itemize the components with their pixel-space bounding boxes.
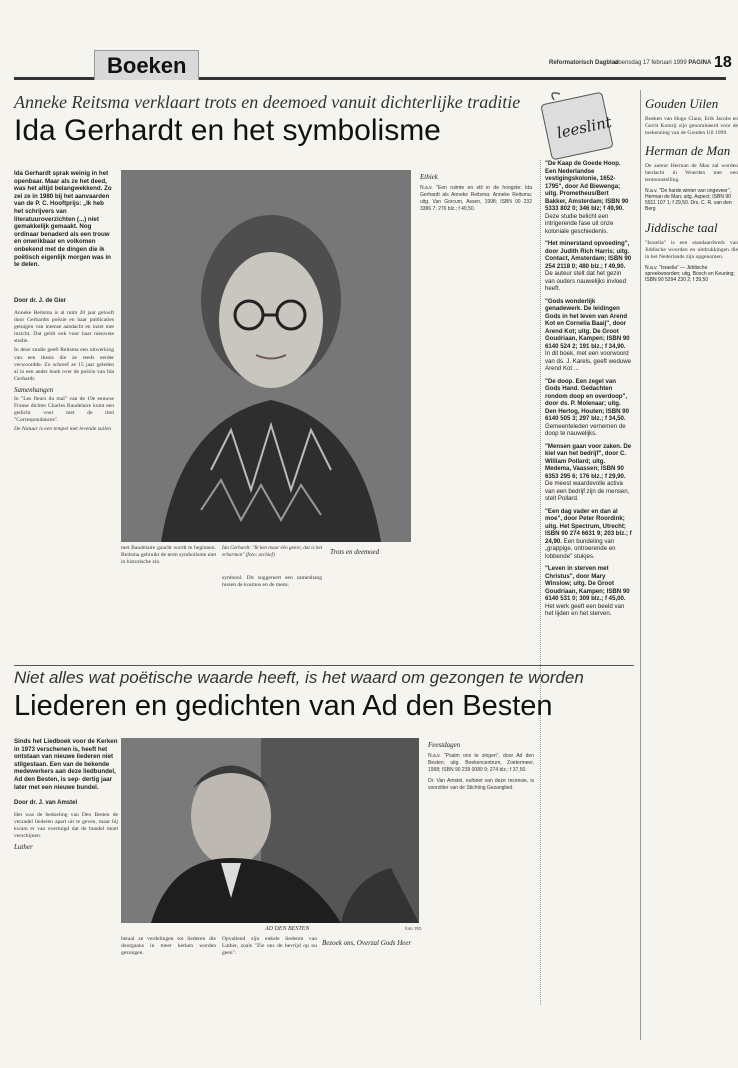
portrait-illustration: [121, 170, 411, 542]
article-divider: [14, 665, 634, 666]
leeslint-label: leeslint: [555, 112, 614, 143]
article2-byline: Door dr. J. van Amstel: [14, 800, 78, 806]
article2-column-5: [428, 738, 534, 1038]
article2-column-2: [121, 936, 216, 1036]
leeslint-item: "Het minerstand opvoeding", door Judith Rich Harris; uitg. Contact, Amsterdam; ISBN 90 254 2118 0; 480 blz.; f 49,90. De auteur stelt dat het gezin van ouders nauwelijks invloed heeft.: [545, 240, 632, 292]
photo-caption: Ida Gerhardt: "Ik ken maar één genre, dat is het erbarmen" (foto: archief): [222, 545, 323, 558]
photo-caption: AD DEN BESTEN: [265, 926, 310, 932]
article2-source: N.a.v. "Psalm ons te zingen", door Ad den Besten; uitg. Boekencentrum, Zoetermeer, 1998; ISBN 90 239 0080 9; 274 blz.; f 37,50.: [428, 753, 534, 774]
paragraph: betaal ze verdelingen tot liederen die doorgaans in meer kerken worden gezongen.: [121, 936, 216, 957]
leeslint-icon: [540, 90, 620, 160]
subheading: Samenhangen: [14, 385, 54, 394]
leeslint-item: "De Kaap de Goede Hoop. Een Nederlandse vestigingskolonie, 1652-1795", door Ad Biewenga; uitg. Prometheus/Bert Bakker, Amsterdam; ISBN 90 5333 802 0; 346 blz; f 49,90. Deze studie belicht een intrigerende fase uit onze koloniale geschiedenis.: [545, 160, 629, 235]
article1-column-3: [222, 575, 322, 660]
paragraph: symbool. Dit suggereert een samenhang tussen de kosmos en de mens.: [222, 575, 322, 589]
paragraph: Opvallend zijn enkele liederen van Luther, zoals "Zie ons de bevrijd op nu geen".: [222, 936, 317, 957]
article1-source: N.a.v. "Een ruimte en stil in de hoogste: Ida Gerhardt als Anneke Reitsma: Anneke Reitsma; uitg. Van Gorcum, Assen, 1998; ISBN 90 232 3386 7; 276 blz.; f 49,50.: [420, 185, 532, 213]
article2-kicker: Niet alles wat poëtische waarde heeft, is het waard om gezongen te worden: [14, 668, 584, 687]
article1-column-5: [420, 170, 532, 660]
subheading: Luther: [14, 843, 33, 852]
paragraph: In "Les fleurs du mal" van de 19e eeuwse Franse dichter Charles Baudelaire komt een gedicht voor met de titel "Correspondances".: [14, 396, 114, 424]
right-column: [640, 90, 738, 1040]
subheading: Trots en deemoed: [330, 548, 380, 556]
article1-column-1: [14, 310, 114, 660]
leeslint-sidebar: [540, 160, 632, 1005]
article1-byline: Door dr. J. de Gier: [14, 298, 67, 304]
leeslint-item: "Leven in sterven met Christus", door Mary Winslow; uitg. De Groot Goudriaan, Kampen; ISBN 90 6140 531 0; 309 blz.; f 45,00. Het werk geeft een beeld van het lijden en het sterven.: [545, 565, 630, 617]
leeslint-item: "Gods wonderlijk genadewerk. De leidingen Gods in het leven van Arend Kot en Cornelia Baaij", door Arend Kot; uitg. De Groot Goudriaan, Kampen; ISBN 90 6140 524 2; 191 blz.; f 34,90. In dit boek, met een voorwoord van ds. J. Karels, geeft weduwe Arend Kot ...: [545, 297, 632, 372]
subheading: Feestdagen: [428, 741, 461, 749]
article2-lead: Sinds het Liedboek voor de Kerken in 1973 verschenen is, heeft het ontstaan van nieuwe liederen niet stilgestaan. Een van de bekende medewerkers aan deze liedbundel, Ad den Besten, is sep- dertig jaar later met een nieuwe bundel.: [14, 738, 118, 791]
quote: De Natuur is een tempel met levende zuilen: [14, 426, 112, 433]
section-body: "Israelia" is een standaardwerk van Jiddische woorden en uitdrukkingen die in het Nederlands zijn opgenomen.: [645, 240, 738, 260]
date: woensdag 17 februari 1999: [614, 60, 687, 66]
paragraph: In deze studie geeft Reitsma een uitwerking van een thesis die ze reeds eerder verwoordde. Zo schreef ze 15 jaar geleden al in een ander boek over de poëzie van Ida Gerhardt.: [14, 347, 114, 382]
article2-column-1: [14, 812, 118, 1042]
ad-den-besten-photo: [121, 738, 419, 923]
article2-column-4: [322, 936, 422, 1036]
leeslint-list: [545, 160, 632, 618]
section-source: N.a.v. "De harde winter van ongeveer", Herman de Man; uitg. Aspect; ISBN 90 5911 107 1; f 29,50. Drs. C. R. van den Berg: [645, 188, 732, 212]
page-header: [14, 50, 732, 80]
paper-name: Reformatorisch Dagblad: [549, 60, 619, 66]
article1-headline: Ida Gerhardt en het symbolisme: [14, 114, 441, 147]
portrait-photo: [121, 170, 411, 542]
leeslint-item: "Mensen gaan voor zaken. De kiel van het bedrijf", door C. William Pollard; uitg. Medema, Vaassen; ISBN 90 6353 295 6; 176 blz.; f 29,90. De meest waardevolle activa van een bedrijf zijn de mensen, stelt Pollard.: [545, 442, 632, 502]
page-label: PAGINA: [688, 60, 712, 66]
paragraph: Het was de bedoeling van Den Besten de verzadel liederen apart uit te geven, maar hij kwam er van overtuigd dat de bundel moet verschijnen.: [14, 812, 118, 840]
paragraph: Anneke Reitsma is al ruim 20 jaar gelooft door Gerhardts poëzie en haar publicaties getuigen van intense aandacht en inzet met inzicht. Dat geldt ook voor haar nieuwste studie.: [14, 310, 114, 345]
photo-credit: foto: RD: [405, 926, 422, 931]
leeslint-badge: [540, 90, 620, 160]
section-heading: Gouden Uilen: [645, 96, 719, 111]
article1-column-2: [121, 545, 216, 660]
page-number: 18: [714, 54, 732, 71]
leeslint-item: "Een dag vader en dan al moe", door Peter Roordink; uitg. Het Spectrum, Utrecht; ISBN 90 274 6631 9; 203 blz.; f 24,90. Een bundeling van „grappige, ontroerende en lobbende" stukjes.: [545, 507, 632, 560]
article2-note: Dr. Van Amstel, euforiet van deze recensie, is voorzitter van de Stichting Gezanglied.: [428, 778, 534, 792]
section-heading: Herman de Man: [645, 143, 731, 158]
date-line: [614, 60, 711, 66]
article1-kicker: Anneke Reitsma verklaart trots en deemoed vanuit dichterlijke traditie: [14, 92, 521, 112]
portrait-illustration: [121, 738, 419, 923]
section-tab: [94, 50, 199, 80]
article1-column-4: [330, 545, 430, 660]
section-body: Boeken van Hugo Claus, Erik Jacobs en Gerrit Komrij zijn genomineerd voor de toekenning van de Gouden Uil 1999.: [645, 116, 738, 136]
section-body: De auteur Herman de Man zal worden herdacht in Woerden met een tentoonstelling.: [645, 163, 738, 183]
subheading: Ethiek: [420, 173, 438, 181]
paragraph: met Baudelaire gaacht wordt te beginnen. Reitsma gebruikt de term symbolisme niet in historische zin.: [121, 545, 216, 566]
section-heading: Jiddische taal: [645, 220, 718, 235]
leeslint-item: "De doop. Een zegel van Gods Hand. Gedachten rondom doop en overdoop", door ds. P. Molenaar; uitg. Den Hertog, Houten; ISBN 90 6140 505 3; 297 blz.; f 34,50. Gemeenteleden vernemen de doop te nauwelijks.: [545, 377, 629, 437]
subheading: Bezoek ons, Overzal Gods Heer: [322, 939, 412, 947]
article2-headline: Liederen en gedichten van Ad den Besten: [14, 690, 553, 722]
section-source: N.a.v. "Israelia" — Jiddische spreekwoorden; uitg. Bosch en Keuning; ISBN 90 5294 230 2; f 39,50: [645, 265, 735, 283]
section-title: Boeken: [107, 53, 187, 78]
article2-column-3: [222, 936, 317, 1036]
article1-lead: Ida Gerhardt sprak weinig in het openbaar. Maar als ze het deed, was het altijd belangwekkend. Zo zei ze in 1980 bij het aanvaarden van de P. C. Hooftprijs: „Ik heb het schrijvers van literatuuroverzichten (...) niet gemakkelijk gemaakt. Nog ordinaar benaderd als een trouw en onwrikbaar en volkomen onbekend met de dingen die ik poëtisch eigenlijk morgen was in te delen.: [14, 170, 112, 269]
